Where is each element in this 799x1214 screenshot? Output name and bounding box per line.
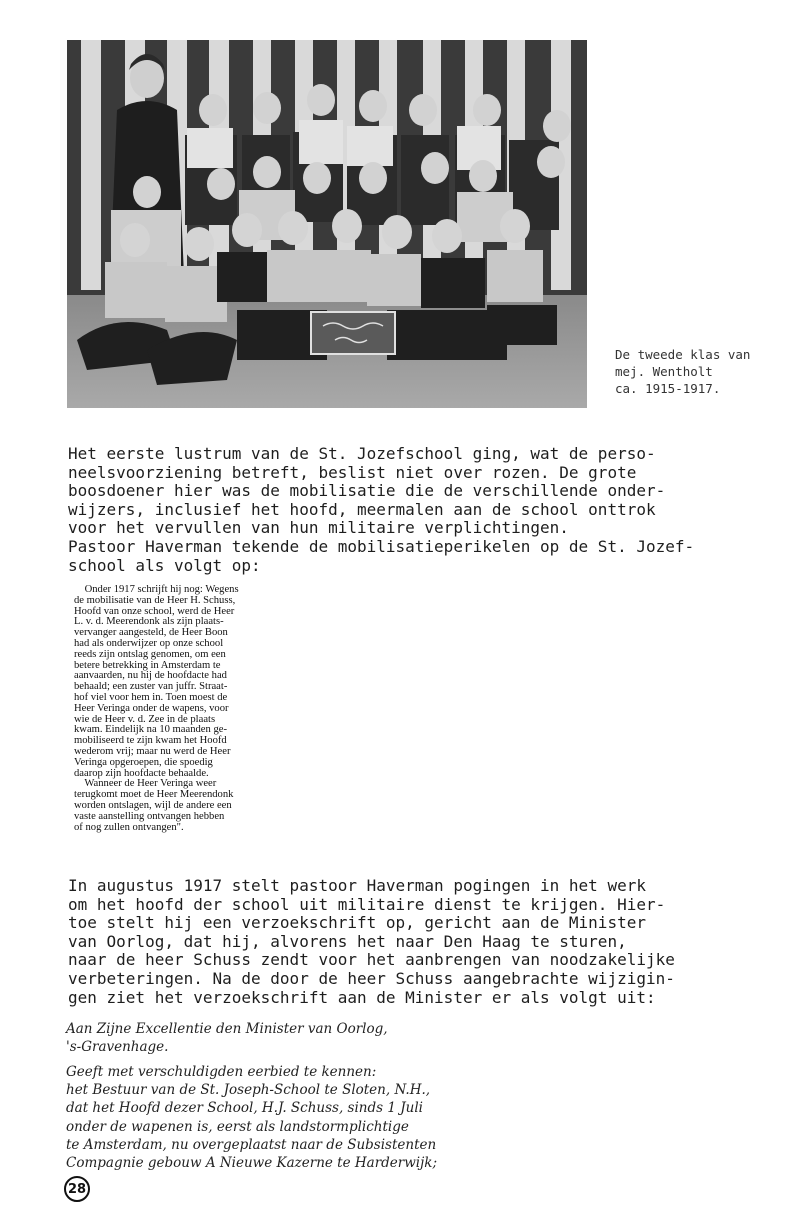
letter-line: Geeft met verschuldigden eerbied te kennen: xyxy=(66,1064,377,1080)
clip-line: Wanneer de Heer Veringa weer xyxy=(74,778,217,790)
clip-line: Veringa opgeroepen, die spoedig xyxy=(74,756,213,768)
letter-line: dat het Hoofd dezer School, H.J. Schuss, sinds 1 Juli xyxy=(66,1100,423,1117)
text-line: school als volgt op: xyxy=(68,555,261,575)
text-line: gen ziet het verzoekschrift aan de Minister er als volgt uit: xyxy=(68,987,656,1007)
text-line: naar de heer Schuss zendt voor het aanbrengen van noodzakelijke xyxy=(68,950,675,970)
clip-line: wederom vrij; maar nu werd de Heer xyxy=(74,745,231,757)
letter-address xyxy=(66,1020,766,1056)
intro-paragraph xyxy=(68,445,768,575)
letter-line: Aan Zijne Excellentie den Minister van Oorlog, xyxy=(66,1021,388,1037)
letter-line: het Bestuur van de St. Joseph-School te Sloten, N.H., xyxy=(66,1082,431,1099)
clip-line: daarop zijn hoofdacte behaalde. xyxy=(74,767,209,779)
clip-line: Hoofd van onze school, werd de Heer xyxy=(74,605,235,617)
body-paragraph xyxy=(68,877,768,1007)
text-line: voor het vervullen van hun militaire verplichtingen. xyxy=(68,518,569,538)
caption-line: mej. Wentholt xyxy=(615,364,713,379)
clip-line: worden ontslagen, wijl de andere een xyxy=(74,799,232,811)
text-line: In augustus 1917 stelt pastoor Haverman pogingen in het werk xyxy=(68,876,646,895)
photo-caption xyxy=(615,346,795,397)
letter-line: te Amsterdam, nu overgeplaatst naar de Subsistenten xyxy=(66,1136,437,1153)
letter-line: onder de wapenen is, eerst als landstormplichtige xyxy=(66,1118,409,1135)
letter-line: 's-Gravenhage. xyxy=(66,1039,169,1056)
clip-line: mobiliseerd te zijn kwam het Hoofd xyxy=(74,735,227,747)
text-line: Het eerste lustrum van de St. Jozefschool ging, wat de perso- xyxy=(68,444,656,463)
clip-line: of nog zullen ontvangen". xyxy=(74,821,184,833)
clip-line: had als onderwijzer op onze school xyxy=(74,637,224,649)
clip-line: aanvaarden, nu hij de hoofdacte had xyxy=(74,670,227,682)
text-line: van Oorlog, dat hij, alvorens het naar Den Haag te sturen, xyxy=(68,931,627,951)
text-line: om het hoofd der school uit militaire dienst te krijgen. Hier- xyxy=(68,894,666,914)
clip-line: kwam. Eindelijk na 10 maanden ge- xyxy=(74,724,227,736)
clip-line: Heer Veringa onder de wapens, voor xyxy=(74,702,229,714)
letter-line: Compagnie gebouw A Nieuwe Kazerne te Harderwijk; xyxy=(66,1155,438,1172)
caption-line: ca. 1915-1917. xyxy=(615,381,721,396)
clip-line: reeds zijn ontslag genomen, om een xyxy=(74,648,226,660)
caption-line: De tweede klas van xyxy=(615,347,751,362)
clip-line: vervanger aangesteld, de Heer Boon xyxy=(74,627,228,639)
class-photo-image xyxy=(67,40,587,408)
text-line: boosdoener hier was de mobilisatie die de verschillende onder- xyxy=(68,481,666,501)
letter-body xyxy=(66,1063,766,1172)
clip-line: Onder 1917 schrijft hij nog: Wegens xyxy=(74,584,239,595)
text-line: verbeteringen. Na de door de heer Schuss aangebrachte wijzigin- xyxy=(68,968,675,988)
clip-line: betere betrekking in Amsterdam te xyxy=(74,659,221,671)
clip-line: vaste aanstelling ontvangen hebben xyxy=(74,810,225,822)
clip-line: terugkomt moet de Heer Meerendonk xyxy=(74,789,234,801)
newspaper-clipping xyxy=(74,585,300,833)
clip-line: wie de Heer v. d. Zee in de plaats xyxy=(74,713,216,725)
text-line: neelsvoorziening betreft, beslist niet over rozen. De grote xyxy=(68,462,637,482)
text-line: toe stelt hij een verzoekschrift op, gericht aan de Minister xyxy=(68,913,646,933)
clip-line: behaald; een zuster van juffr. Straat- xyxy=(74,681,228,693)
clip-line: L. v. d. Meerendonk als zijn plaats- xyxy=(74,616,224,628)
clip-line: de mobilisatie van de Heer H. Schuss, xyxy=(74,594,236,606)
clip-line: hof viel voor hem in. Toen moest de xyxy=(74,691,228,703)
page-number: 28 xyxy=(64,1176,90,1202)
class-photo xyxy=(67,40,587,408)
text-line: Pastoor Haverman tekende de mobilisatieperikelen op de St. Jozef- xyxy=(68,536,695,556)
text-line: wijzers, inclusief het hoofd, meermalen aan de school onttrok xyxy=(68,499,656,519)
